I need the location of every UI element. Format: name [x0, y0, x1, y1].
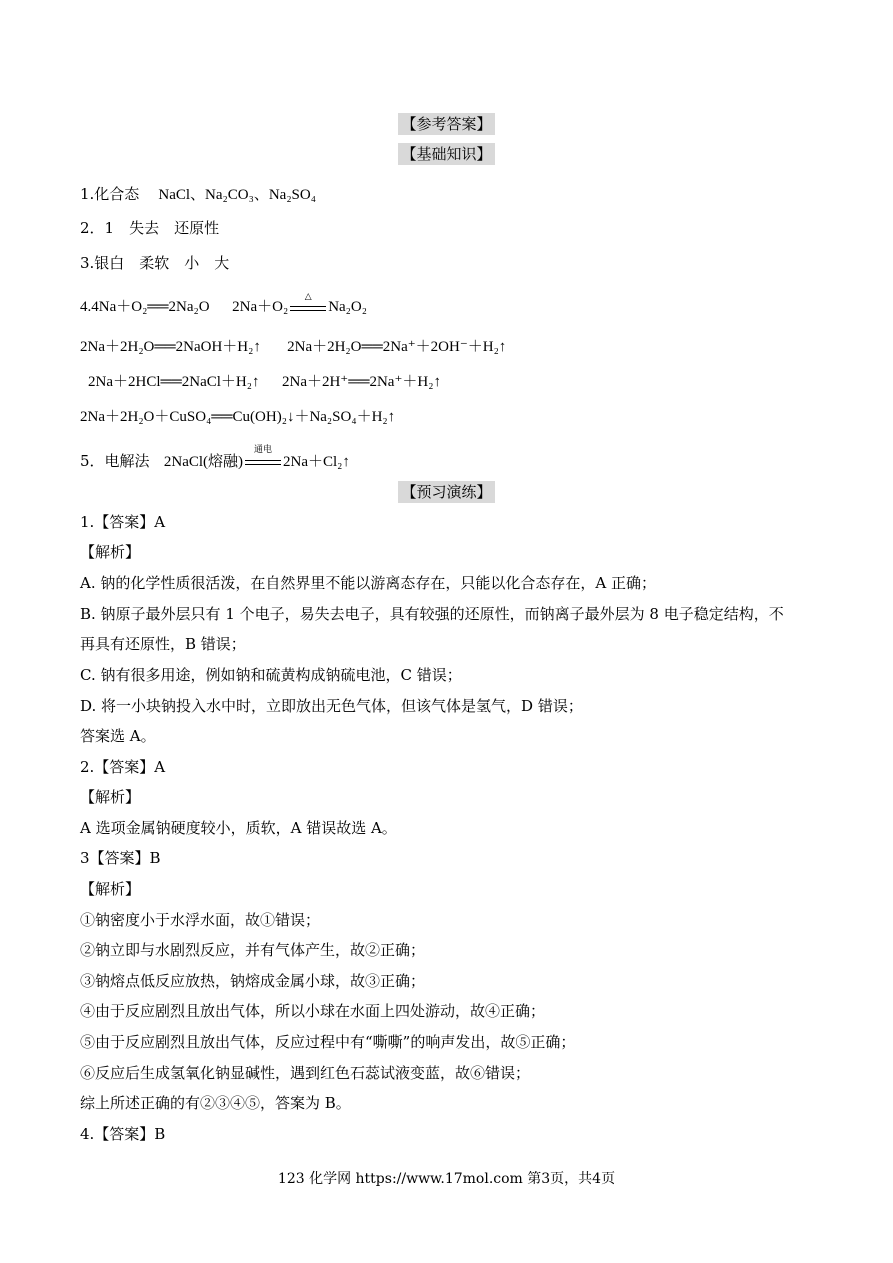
basic-line-7: 2Na＋2H₂O＋CuSO₄══Cu(OH)₂↓＋Na₂SO₄＋H₂↑ — [80, 409, 396, 425]
equation: 2Na＋2H₂O══2NaOH＋H₂↑ — [80, 339, 261, 355]
q1-option-d: D. 将一小块钠投入水中时，立即放出无色气体，但该气体是氢气，D 错误； — [80, 697, 583, 715]
q3-item-6: ⑥反应后生成氢氧化钠显碱性，遇到红色石蕊试液变蓝，故⑥错误； — [80, 1064, 531, 1082]
q3-answer: 3【答案】B — [80, 849, 161, 867]
q1-analysis-label: 【解析】 — [80, 543, 141, 561]
q3-item-1: ①钠密度小于水浮水面，故①错误； — [80, 911, 321, 929]
equation-right: Na₂O₂ — [328, 299, 367, 315]
basic-line-4 — [80, 290, 367, 318]
chem-formula: NaCl、Na₂CO₃、Na₂SO₄ — [158, 187, 316, 203]
equation-right: 2Na＋Cl₂↑ — [283, 454, 350, 470]
q3-conclusion: 综上所述正确的有②③④⑤，答案为 B。 — [80, 1094, 351, 1112]
preview-practice-header: 【预习演练】 — [0, 481, 893, 503]
q4-answer: 4.【答案】B — [80, 1125, 166, 1143]
reference-answer-header: 【参考答案】 — [0, 113, 893, 135]
q3-item-2: ②钠立即与水剧烈反应，并有气体产生，故②正确； — [80, 941, 426, 959]
basic-line-8 — [80, 445, 350, 473]
equation: 2Na＋2HCl══2NaCl＋H₂↑ — [88, 374, 260, 390]
q2-answer: 2.【答案】A — [80, 758, 166, 776]
q1-option-b-line2: 再具有还原性，B 错误； — [80, 635, 246, 653]
line-text: 5．电解法 — [80, 452, 150, 470]
basic-knowledge-header: 【基础知识】 — [0, 143, 893, 165]
line-text: 1.化合态 — [80, 185, 140, 203]
q3-item-5: ⑤由于反应剧烈且放出气体，反应过程中有“嘶嘶”的响声发出，故⑤正确； — [80, 1033, 576, 1051]
equation-left: 2NaCl(熔融) — [163, 454, 244, 470]
basic-line-2: 2．1 失去 还原性 — [80, 219, 220, 237]
equation-left: 2Na＋O₂ — [232, 299, 289, 315]
q1-conclusion: 答案选 A。 — [80, 727, 156, 745]
equation: 2Na＋2H₂O══2Na⁺＋2OH⁻＋H₂↑ — [287, 339, 507, 355]
q2-text: A 选项金属钠硬度较小，质软，A 错误故选 A。 — [80, 819, 397, 837]
q1-answer: 1.【答案】A — [80, 513, 166, 531]
equation: 4.4Na＋O₂══2Na₂O — [80, 299, 210, 315]
page-footer: 123 化学网 https://www.17mol.com 第3页，共4页 — [277, 1171, 616, 1187]
condition-label: 通电 — [254, 445, 273, 455]
q1-option-b-line1: B. 钠原子最外层只有 1 个电子，易失去电子，具有较强的还原性，而钠离子最外层为 8 电子稳定结构，不 — [80, 605, 784, 623]
basic-line-5 — [80, 336, 506, 358]
heat-condition — [288, 290, 328, 315]
electrolysis-condition — [243, 445, 283, 469]
q3-analysis-label: 【解析】 — [80, 880, 141, 898]
equation: 2Na＋2H⁺══2Na⁺＋H₂↑ — [281, 374, 441, 390]
q2-analysis-label: 【解析】 — [80, 788, 141, 806]
basic-line-6 — [88, 371, 441, 393]
q3-item-3: ③钠熔点低反应放热，钠熔成金属小球，故③正确； — [80, 972, 426, 990]
basic-line-3: 3.银白 柔软 小 大 — [80, 254, 230, 272]
q1-option-c: C. 钠有很多用途，例如钠和硫黄构成钠硫电池，C 错误； — [80, 666, 462, 684]
condition-label: △ — [304, 290, 312, 301]
q1-option-a: A. 钠的化学性质很活泼，在自然界里不能以游离态存在，只能以化合态存在，A 正确； — [80, 574, 656, 592]
q3-item-4: ④由于反应剧烈且放出气体，所以小球在水面上四处游动，故④正确； — [80, 1002, 546, 1020]
basic-line-1 — [80, 183, 316, 206]
